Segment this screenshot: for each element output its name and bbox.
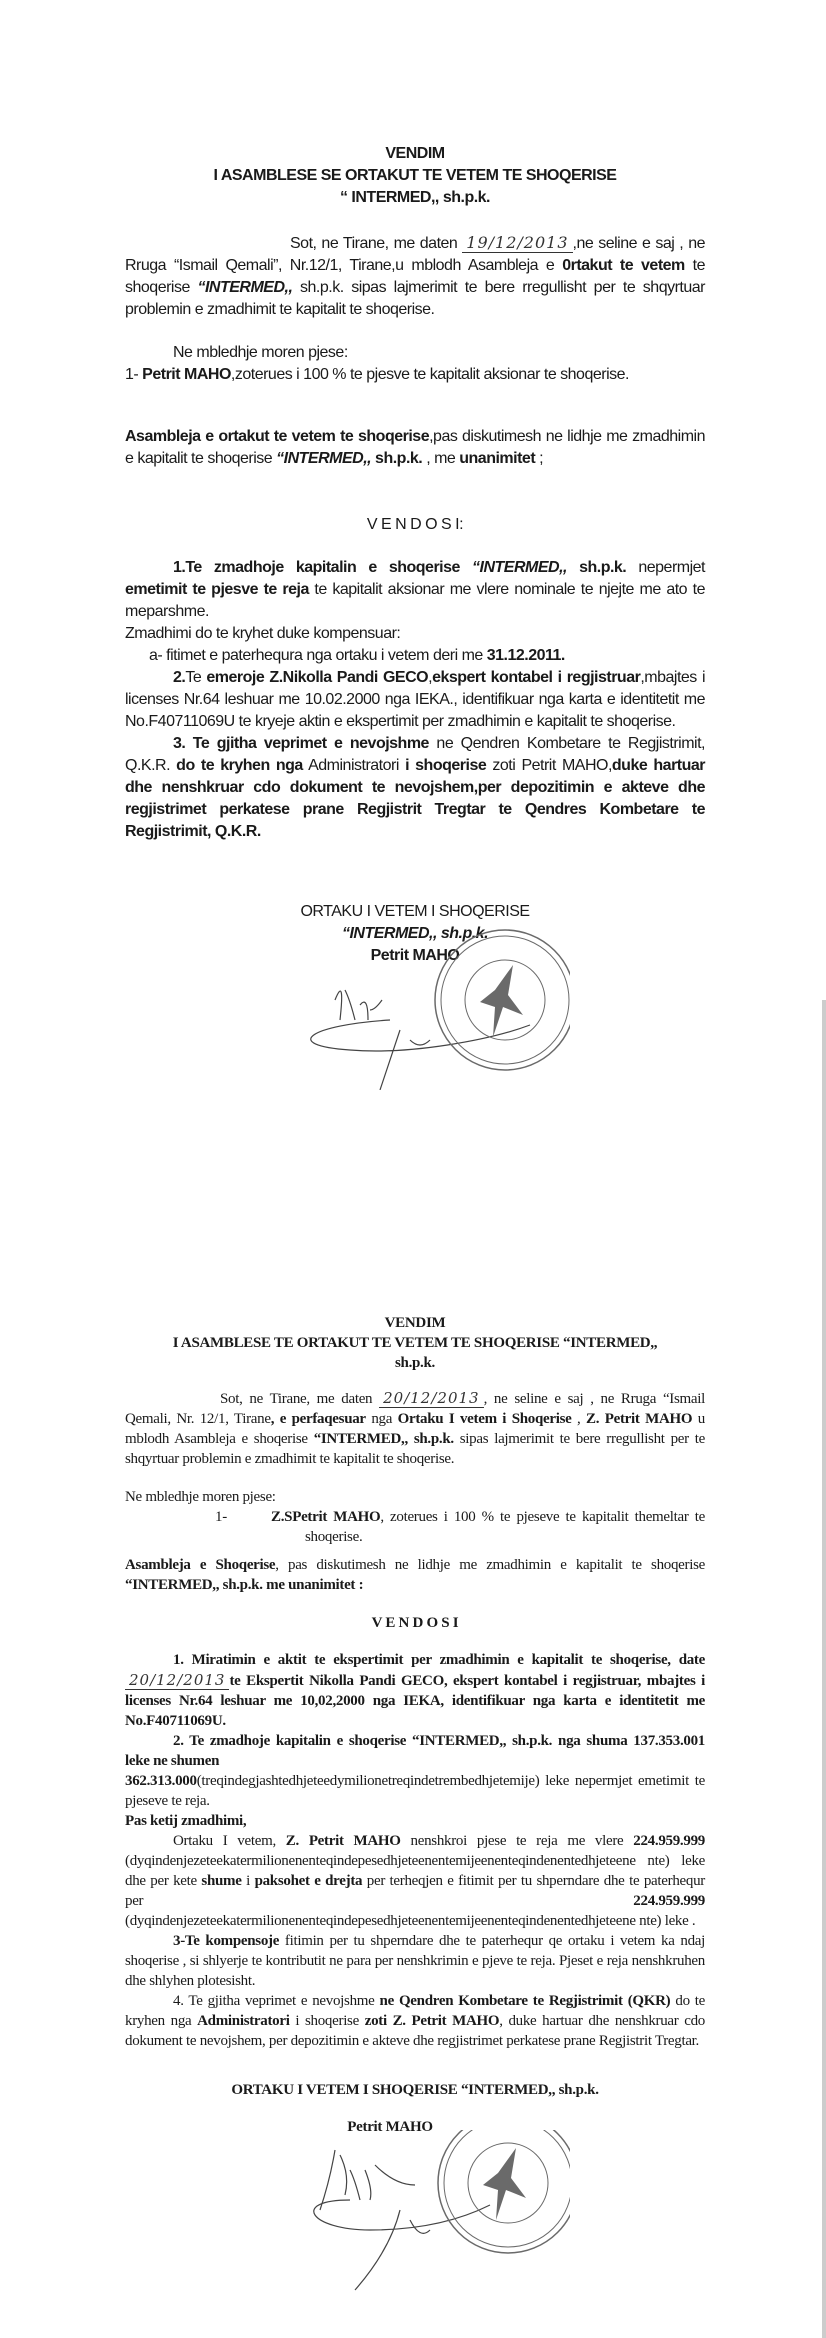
text-run: te Ekspertit Nikolla Pandi GECO, ekspert kontabel i regjistruar, mbajtes i licenses Nr.64 leshuar me 10,02,2000 nga IEKA, identifikuar nga karta e identitetit me No.F40711069U. — [125, 1673, 705, 1729]
scan-edge — [822, 1240, 826, 2338]
text-run: Z. Petrit MAHO — [586, 1411, 693, 1427]
attendees-label: Ne mbledhje moren pjese: — [173, 344, 348, 361]
text-run: nepermjet — [626, 559, 705, 576]
title-line: “ INTERMED,, sh.p.k. — [339, 189, 490, 206]
subscription-paragraph — [125, 1831, 705, 1931]
signatory-title: ORTAKU I VETEM I SHOQERISE “INTERMED,, sh.p.k. — [231, 2082, 599, 2098]
text-run: nga — [365, 1411, 398, 1427]
paragraph-text — [125, 1388, 705, 1469]
decision-item-1 — [125, 1650, 705, 1731]
document-page-2 — [0, 1240, 826, 2338]
text-run: 1- — [125, 366, 143, 383]
intro-paragraph — [125, 1388, 705, 1469]
text-run: shume — [201, 1873, 242, 1889]
decision-item-2 — [125, 1731, 705, 1771]
text-run: 224.959.999 — [633, 1893, 705, 1909]
handwritten-date: 19/12/2013 — [462, 233, 572, 253]
text-run: “INTERMED,, — [276, 450, 372, 467]
company-stamp — [438, 2130, 570, 2253]
text-run: 2. — [173, 669, 186, 686]
new-capital-amount — [125, 1771, 705, 1811]
decision-item-3 — [125, 733, 705, 843]
text-run: duke hartuar dhe nenshkruar cdo dokument te nevojshem,per depozitimin e akteve dhe regjistrimet perkatese prane Regjistrit Tregtar te Qendres Kombetare te Regjistrimit, Q.K.R. — [125, 757, 706, 840]
text-run: Ortaku I vetem, — [173, 1833, 286, 1849]
paragraph-text — [125, 232, 705, 321]
text-run: 1. Miratimin e aktit te ekspertimit per zmadhimin e kapitalit te shoqerise, date — [173, 1652, 705, 1668]
paragraph-text — [125, 1555, 705, 1595]
after-increase-label: Pas ketij zmadhimi, — [125, 1813, 247, 1829]
text-run: i — [241, 1873, 255, 1889]
handwritten-date: 20/12/2013 — [379, 1389, 483, 1408]
text-run: ,pas diskutimesh ne lidhje me zmadhimin e kapitalit te shoqerise — [125, 428, 706, 467]
compensation-item-a — [125, 645, 705, 667]
text-run: ,ne seline e saj , ne Rruga “Ismail Qemali”, Nr.12/1, Tirane,u mblodh Asambleja e — [125, 235, 705, 274]
text-run: Administratori — [302, 757, 406, 774]
text-run: emetimit te pjesve te reja — [125, 581, 309, 598]
title-line: VENDIM — [385, 145, 445, 162]
title-line: I ASAMBLESE SE ORTAKUT TE VETEM TE SHOQERISE — [213, 167, 617, 184]
text-run: (dyqindenjezeteekatermilionenenteqindepesedhjeteenentemijeenenteqindenentedhjeteene nte) leke dhe per kete — [125, 1853, 705, 1889]
text-run: 1- — [215, 1509, 227, 1525]
text-run: (treqindegjashtedhjeteedymilionetreqindetrembedhjetemije) leke nepermjet emetimit te pjeseve te reja. — [125, 1773, 705, 1809]
handwritten-date: 20/12/2013 — [125, 1671, 229, 1690]
text-run: 3. Te gjitha veprimet e nevojshme — [173, 735, 429, 752]
title-line: VENDIM — [384, 1315, 446, 1331]
intro-paragraph — [125, 232, 705, 321]
text-run: sh.p.k — [292, 279, 340, 296]
decision-title — [125, 1313, 705, 1373]
attendees-section — [125, 342, 705, 386]
text-run: Asambleja e Shoqerise — [125, 1557, 276, 1573]
handwritten-signature — [314, 2150, 490, 2290]
title-line: I ASAMBLESE TE ORTAKUT TE VETEM TE SHOQERISE “INTERMED,, — [172, 1335, 658, 1351]
text-run: Z.SPetrit MAHO — [226, 1509, 381, 1525]
text-run: sh.p.k. — [566, 559, 627, 576]
paragraph-text — [125, 426, 705, 470]
signature-and-stamp — [250, 2130, 570, 2300]
text-run: a- fitimet e paterhequra nga ortaku i vetem deri me — [149, 647, 487, 664]
text-run: , e perfaqesuar — [270, 1411, 366, 1427]
text-run: Z. Petrit MAHO — [285, 1833, 401, 1849]
attendees-label: Ne mbledhje moren pjese: — [125, 1489, 276, 1505]
text-run: 224.959.999 — [633, 1833, 705, 1849]
text-run: ekspert kontabel i regjistruar — [432, 669, 641, 686]
compensation-label: Zmadhimi do te kryhet duke kompensuar: — [125, 625, 401, 642]
text-run: , duke hartuar dhe nenshkruar cdo dokument te nevojshem, per depozitimin e akteve dhe regjistrimet perkatese prane Regjistrit Tregtar. — [125, 2013, 705, 2049]
text-run: ,mbajtes i licenses Nr.64 leshuar me 10.02.2000 nga IEKA., identifikuar nga karta e identitetit me No.F40711069U te kryeje aktin e ekspertimit per zmadhimin e kapitalit te shoqerise. — [125, 669, 706, 730]
decision-item-4 — [125, 1991, 705, 2051]
decisions-list — [125, 1650, 705, 2051]
text-run: (dyqindenjezeteekatermilionenenteqindepesedhjeteenentemijeenenteqindenentedhjeteene nte) leke . — [125, 1913, 696, 1929]
text-run: , — [428, 669, 433, 686]
text-run: Asambleja e ortakut te vetem te shoqerise — [125, 428, 430, 445]
decision-item-1 — [125, 557, 705, 623]
text-run: , me — [426, 450, 460, 467]
attendee-item — [125, 364, 705, 386]
text-run: , pas diskutimesh ne lidhje me zmadhimin e kapitalit te shoqerise — [275, 1557, 705, 1573]
text-run: do te kryhen nga — [176, 757, 303, 774]
text-run: zoti Z. Petrit MAHO — [364, 2013, 500, 2029]
signatory-title: ORTAKU I VETEM I SHOQERISE — [300, 903, 530, 920]
text-run: 2. Te zmadhoje kapitalin e shoqerise “INTERMED,, sh.p.k. nga shuma 137.353.001 leke ne shumen — [125, 1733, 705, 1769]
text-run: fitimin per tu shperndare dhe te paterhequr qe ortaku i vetem ka ndaj shoqerise , si shlyerje te kontributit ne para per nenshkrimin e pjeve te reja. Pjeset e reja nenshkruhen dhe shlyhen plotesisht. — [125, 1933, 705, 1989]
decision-title — [125, 143, 705, 209]
assembly-paragraph — [125, 426, 705, 470]
text-run: nenshkroi pjese te reja me vlere — [400, 1833, 634, 1849]
text-run: e drejta — [314, 1873, 363, 1889]
text-run: , ne seline e saj , ne Rruga “Ismail Qemali, Nr. 12/1, Tirane — [125, 1391, 705, 1427]
signatory-name: Petrit MAHO — [347, 2119, 433, 2135]
text-run: 4. Te gjitha veprimet e nevojshme — [173, 1993, 380, 2009]
text-run: te kapitalit aksionar me vlere nominale te njejte me ato te meparshme. — [125, 581, 705, 620]
text-run: ; — [535, 450, 544, 467]
text-run: “INTERMED,, sh.p.k. me unanimitet : — [125, 1577, 364, 1593]
text-run: sipas lajmerimit te bere rregullisht per te shqyrtuar problemin e zmadhimit te kapitalit te shoqerise. — [125, 1431, 706, 1467]
text-run: 3-Te kompensoje — [173, 1933, 280, 1949]
text-run: Sot, ne Tirane, me daten — [290, 235, 463, 252]
text-run: “INTERMED,, — [472, 559, 567, 576]
text-run: “INTERMED,, sh.p.k. — [313, 1431, 454, 1447]
text-run: , — [571, 1411, 587, 1427]
text-run: i shoqerise — [289, 2013, 365, 2029]
text-run: per terheqjen e fitimit per tu shperndare dhe te paterhequr per — [125, 1873, 705, 1909]
text-run: u mblodh Asambleja e shoqerise — [125, 1411, 705, 1447]
title-line: sh.p.k. — [394, 1355, 435, 1371]
text-run: Te — [185, 669, 207, 686]
decides-heading: V E N D O S I: — [366, 516, 464, 533]
text-run: unanimitet — [459, 450, 536, 467]
text-run: i shoqerise — [405, 757, 487, 774]
text-run: 1.Te zmadhoje kapitalin e shoqerise — [173, 559, 473, 576]
text-run: Sot, ne Tirane, me daten — [220, 1391, 380, 1407]
company-name: “INTERMED,, sh.p.k. — [341, 925, 489, 942]
text-run: 0rtakut te vetem — [562, 257, 685, 274]
assembly-paragraph — [125, 1555, 705, 1595]
text-run: paksohet — [254, 1873, 310, 1889]
text-run: ,zoterues i 100 % te pjesve te kapitalit aksionar te shoqerise. — [230, 366, 629, 383]
company-stamp — [435, 930, 570, 1070]
text-run: , zoterues i 100 % te pjeseve te kapitalit themeltar te shoqerise. — [305, 1509, 705, 1545]
attendee-item — [125, 1507, 705, 1547]
signatory-name: Petrit MAHO — [370, 947, 460, 964]
text-run: Ortaku I vetem i Shoqerise — [397, 1411, 572, 1427]
decision-item-3 — [125, 1931, 705, 1991]
text-run: ne Qendren Kombetare te Regjistrimit (QKR) — [379, 1993, 671, 2009]
text-run: 362.313.000 — [125, 1773, 197, 1789]
text-run: Petrit MAHO — [142, 366, 231, 383]
text-run: sh.p.k. — [371, 450, 427, 467]
signature-and-stamp — [250, 920, 570, 1090]
decision-item-2 — [125, 667, 705, 733]
text-run: ne Qendren Kombetare te Regjistrimit, Q.K.R. — [125, 735, 705, 774]
text-run: . sipas lajmerimit te bere rregullisht per te shqyrtuar problemin e zmadhimit te kapitalit te shoqerise. — [125, 279, 705, 318]
text-run: Administratori — [197, 2013, 290, 2029]
attendees-section — [125, 1487, 705, 1547]
text-run: emeroje Z.Nikolla Pandi GECO — [206, 669, 429, 686]
text-run: zoti Petrit MAHO, — [486, 757, 612, 774]
decisions-list — [125, 557, 705, 843]
text-run: “INTERMED,, — [197, 279, 293, 296]
text-run: 31.12.2011. — [486, 647, 565, 664]
scan-edge — [822, 1000, 826, 1240]
text-run: do te kryhen nga — [125, 1993, 706, 2029]
text-run: te shoqerise — [125, 257, 706, 296]
decides-heading: V E N D O S I — [371, 1615, 459, 1631]
